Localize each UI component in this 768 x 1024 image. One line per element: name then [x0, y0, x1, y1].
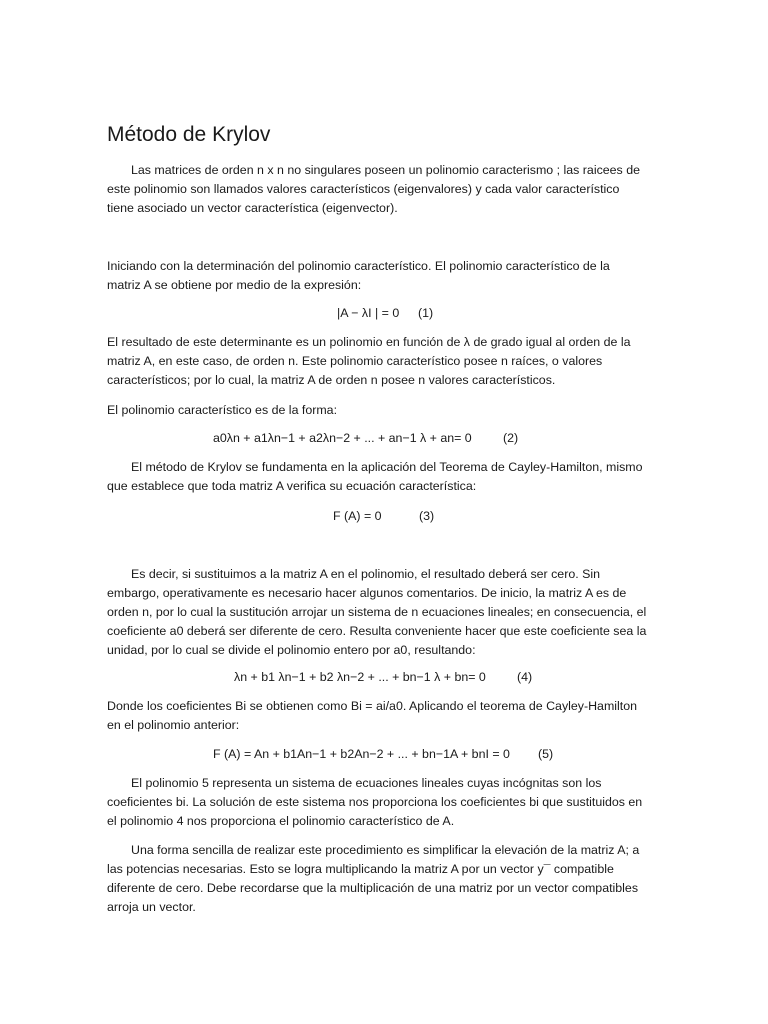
equation-expression: λn + b1 λn−1 + b2 λn−2 + ... + bn−1 λ + bn= 0 [234, 670, 486, 684]
equation-4 [234, 668, 533, 687]
equation-expression: |A − λI | = 0 [337, 306, 400, 320]
equation-expression: a0λn + a1λn−1 + a2λn−2 + ... + an−1 λ + an= 0 [213, 431, 472, 445]
text-line: embargo, operativamente es necesario hacer algunos comentarios. De inicio, la matriz A es de [107, 586, 627, 600]
text-line: Es decir, si sustituimos a la matriz A en el polinomio, el resultado deberá ser cero. Sin [131, 567, 601, 581]
text-line: orden n, por lo cual la sustitución arrojar un sistema de n ecuaciones lineales; en consecuencia, el [107, 605, 647, 619]
text-line: matriz A se obtiene por medio de la expresión: [107, 278, 362, 292]
text-line: coeficientes bi. La solución de este sistema nos proporciona los coeficientes bi que sustituidos en [107, 795, 643, 809]
text-line: este polinomio son llamados valores característicos (eigenvalores) y cada valor característico [107, 182, 620, 196]
text-line: que establece que toda matriz A verifica su ecuación característica: [107, 479, 477, 493]
paragraph-substitution [107, 565, 662, 660]
text-line: El método de Krylov se fundamenta en la aplicación del Teorema de Cayley-Hamilton, mismo [131, 460, 643, 474]
text-line: en el polinomio anterior: [107, 718, 240, 732]
text-line: Donde los coeficientes Bi se obtienen como Bi = ai/a0. Aplicando el teorema de Cayley-Hamilton [107, 699, 637, 713]
text-line: El polinomio 5 representa un sistema de ecuaciones lineales cuyas incógnitas son los [131, 776, 602, 790]
text-line: El resultado de este determinante es un polinomio en función de λ de grado igual al orden de la [107, 335, 631, 349]
paragraph-intro [107, 161, 662, 218]
equation-number: (4) [517, 670, 533, 684]
equation-expression: F (A) = 0 [333, 509, 382, 523]
equation-2 [213, 429, 519, 448]
text-line: El polinomio característico es de la forma: [107, 403, 338, 417]
paragraph-linear-system [107, 774, 662, 831]
text-line: Las matrices de orden n x n no singulares poseen un polinomio caracterismo ; las raicees de [131, 163, 640, 177]
text-line: tiene asociado un vector característica (eigenvector). [107, 201, 398, 215]
text-line: diferente de cero. Debe recordarse que la multiplicación de una matriz por un vector compatibles [107, 881, 639, 895]
paragraph-procedure [107, 841, 662, 917]
text-line: Iniciando con la determinación del polinomio característico. El polinomio característico de la [107, 259, 610, 273]
equation-5 [213, 745, 554, 764]
paragraph-cayley-hamilton [107, 458, 662, 496]
equation-number: (2) [503, 431, 519, 445]
paragraph-form [107, 401, 662, 420]
text-line: las potencias necesarias. Esto se logra multiplicando la matriz A por un vector y¯ compatible [107, 862, 614, 876]
text-line: coeficiente a0 deberá ser diferente de cero. Resulta conveniente hacer que este coeficiente sea la [107, 624, 647, 638]
text-line: característicos; por lo cual, la matriz A de orden n posee n valores característicos. [107, 373, 556, 387]
equation-number: (1) [418, 306, 434, 320]
equation-1 [337, 304, 434, 323]
text-line: matriz A, en este caso, de orden n. Este polinomio característico posee n raíces, o valores [107, 354, 603, 368]
equation-3 [333, 507, 435, 526]
equation-number: (5) [538, 747, 554, 761]
text-line: arroja un vector. [107, 900, 196, 914]
text-line: Una forma sencilla de realizar este procedimiento es simplificar la elevación de la matriz A; a [131, 843, 640, 857]
text-line: unidad, por lo cual se divide el polinomio entero por a0, resultando: [107, 643, 476, 657]
paragraph-coefficients [107, 697, 662, 735]
text-line: el polinomio 4 nos proporciona el polinomio característico de A. [107, 814, 455, 828]
equation-expression: F (A) = An + b1An−1 + b2An−2 + ... + bn−1A + bnI = 0 [213, 747, 510, 761]
paragraph-result [107, 333, 662, 390]
page-title: Método de Krylov [107, 123, 271, 146]
paragraph-determination [107, 257, 662, 295]
equation-number: (3) [419, 509, 435, 523]
